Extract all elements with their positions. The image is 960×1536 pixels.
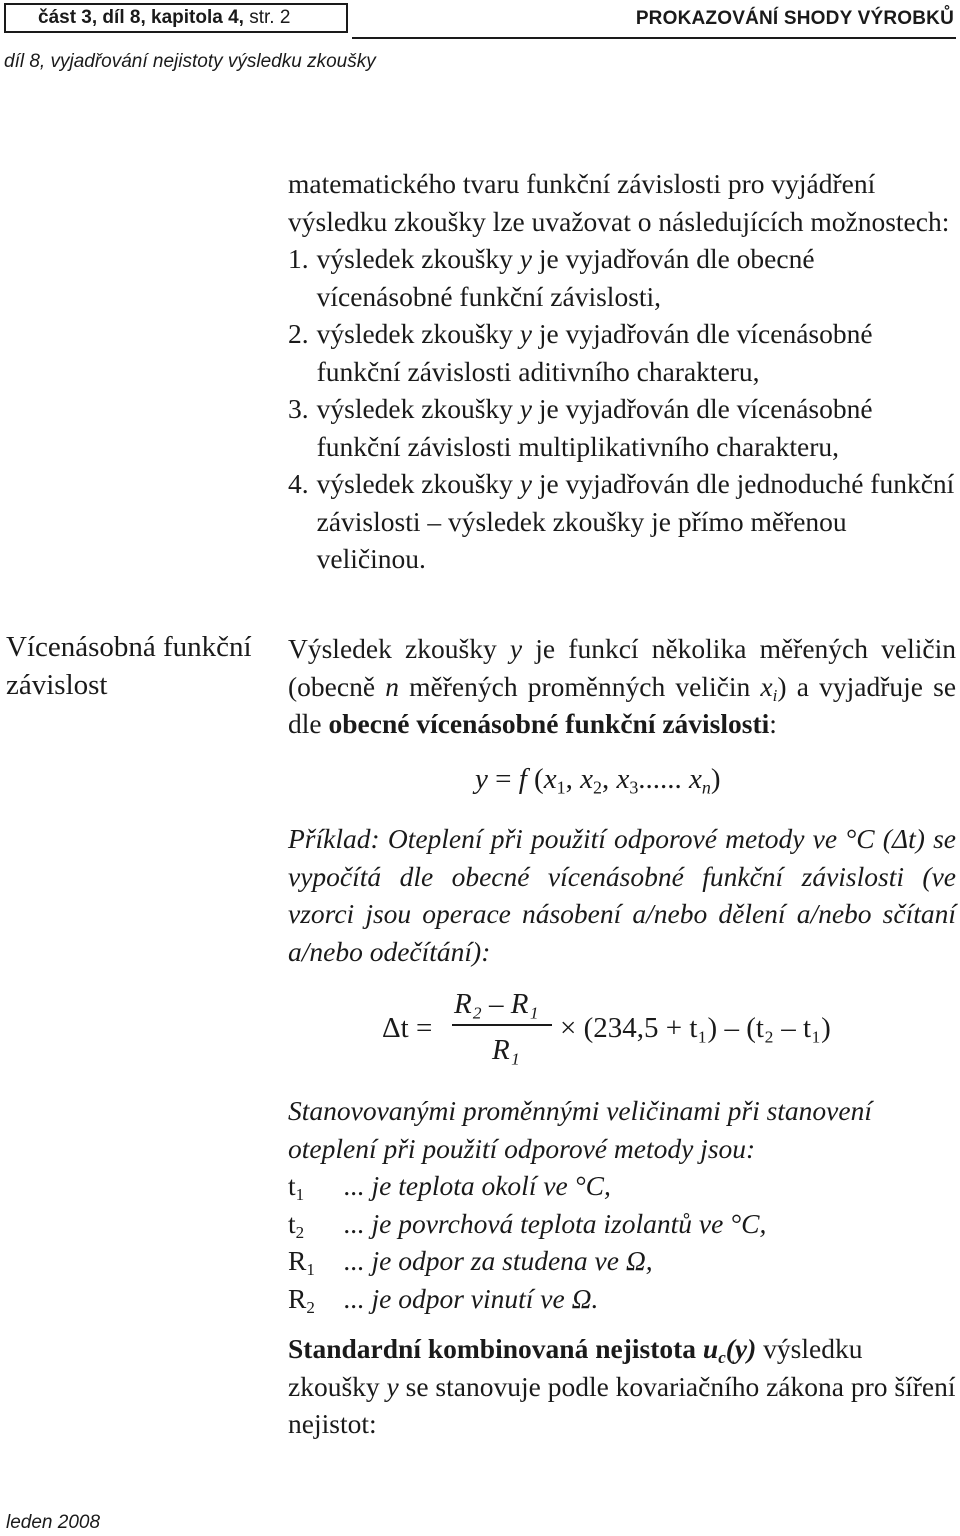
- para-text-5: :: [769, 708, 777, 739]
- definition-row: [288, 1167, 956, 1205]
- eq1-sub2: 2: [592, 777, 602, 798]
- para-text-4: ) a vyjadřuje se dle: [288, 670, 957, 739]
- definitions-block: [288, 1092, 956, 1317]
- list-item-number: 1.: [288, 243, 309, 274]
- eq2-denominator: R₁: [492, 1034, 520, 1066]
- definition-symbol-sub: 1: [295, 1185, 305, 1205]
- para-text-2: je funkcí několika měřených veličin (obecně: [288, 633, 956, 702]
- paragraph-function: [288, 630, 956, 743]
- definition-symbol-sub: 2: [295, 1222, 305, 1242]
- list-item-post: je vyjadřován dle vícenásobné funkční závislosti aditivního charakteru,: [316, 318, 873, 387]
- eq1-comma2: ,: [601, 763, 610, 795]
- list-item-text: [317, 465, 956, 578]
- para-var-x: x: [760, 670, 773, 702]
- para-text-3: měřených proměnných veličin: [409, 670, 751, 702]
- temperature-rise-equation: [382, 988, 942, 1068]
- general-function-equation: [475, 763, 721, 796]
- header-rule: [352, 37, 956, 39]
- eq1-dots: ......: [638, 763, 682, 795]
- intro-text: matematického tvaru funkční závislosti pro vyjádření výsledku zkoušky lze uvažovat o následujících možnostech:: [288, 168, 950, 237]
- eq1-equals: =: [495, 763, 512, 795]
- header-section-box: [4, 3, 348, 33]
- definition-symbol-letter: R: [288, 1282, 307, 1314]
- list-item-pre: výsledek zkoušky: [316, 243, 513, 274]
- options-list: [288, 240, 956, 578]
- definition-symbol: [288, 1167, 344, 1205]
- eq2-fraction-bar: [452, 1024, 552, 1026]
- intro-block: [288, 165, 956, 578]
- definition-row: [288, 1242, 956, 1280]
- list-item-post: je vyjadřován dle jednoduché funkční závislosti – výsledek zkoušky je přímo měřenou veličinou.: [316, 468, 955, 574]
- eq1-x1: x: [543, 763, 557, 795]
- definition-symbol-sub: 2: [306, 1297, 315, 1317]
- list-item-number: 4.: [288, 468, 309, 499]
- eq2-lhs: Δt =: [382, 1012, 433, 1044]
- eq1-close: ): [710, 763, 721, 795]
- std-bold: Standardní kombinovaná nejistota: [288, 1333, 697, 1364]
- eq1-xn: x: [689, 763, 702, 795]
- std-text-1: výsledku zkoušky: [288, 1333, 863, 1402]
- eq2-numerator: R₂ – R₁: [454, 988, 539, 1020]
- eq1-x3: x: [616, 763, 630, 795]
- definition-text: ... je povrchová teplota izolantů ve °C,: [344, 1207, 767, 1239]
- definitions-intro: Stanovovanými proměnnými veličinami při stanovení oteplení při použití odporové metody jsou:: [288, 1095, 872, 1164]
- list-item: [288, 315, 956, 390]
- std-u-sub: c: [718, 1348, 726, 1368]
- header-page-label: str. 2: [249, 7, 291, 28]
- list-item-text: [317, 390, 956, 465]
- header-title: PROKAZOVÁNÍ SHODY VÝROBKŮ: [635, 8, 954, 29]
- eq1-sub1: 1: [556, 777, 566, 798]
- definition-symbol-letter: R: [288, 1245, 307, 1276]
- std-var-y: y: [386, 1370, 399, 1402]
- list-item-post: je vyjadřován dle obecné vícenásobné funkční závislosti,: [316, 243, 815, 312]
- list-item-text: [317, 240, 956, 315]
- definition-text: ... je odpor za studena ve Ω,: [344, 1245, 653, 1276]
- definition-symbol-sub: 1: [306, 1260, 315, 1280]
- list-item-number: 2.: [288, 318, 309, 349]
- std-text-2: se stanovuje podle kovariačního zákona pro šíření nejistot:: [288, 1370, 956, 1439]
- eq1-x2: x: [580, 763, 593, 795]
- standard-uncertainty-paragraph: [288, 1330, 956, 1443]
- example-text: Příklad: Oteplení při použití odporové metody ve °C (Δt) se vypočítá dle obecné vícenásobné funkční závislosti (ve vzorci jsou operace násobení a/nebo dělení a/nebo sčítaní a/nebo odečítání):: [288, 823, 956, 967]
- para-var-x-sub: i: [772, 685, 778, 705]
- list-item-text: [317, 315, 956, 390]
- list-item: [288, 390, 956, 465]
- list-item-pre: výsledek zkoušky: [316, 318, 513, 349]
- definition-text: ... je odpor vinutí ve Ω.: [344, 1282, 599, 1314]
- eq1-sub3: 3: [629, 777, 639, 798]
- definition-text: ... je teplota okolí ve °C,: [344, 1170, 611, 1201]
- header-subtitle: díl 8, vyjadřování nejistoty výsledku zkoušky: [4, 51, 376, 72]
- list-item-var: y: [519, 393, 533, 424]
- para-var-y: y: [509, 633, 523, 664]
- definition-symbol: [288, 1280, 344, 1318]
- eq1-comma1: ,: [565, 763, 573, 795]
- list-item-post: je vyjadřován dle vícenásobné funkční závislosti multiplikativního charakteru,: [316, 393, 873, 462]
- eq1-open: (: [534, 763, 544, 795]
- definition-row: [288, 1205, 956, 1243]
- list-item-var: y: [519, 243, 533, 274]
- list-item-pre: výsledek zkoušky: [316, 393, 513, 424]
- eq2-rhs: × (234,5 + t₁) – (t₂ – t₁): [560, 1012, 831, 1044]
- para-var-n: n: [385, 670, 399, 702]
- eq1-f: f: [518, 763, 527, 795]
- definition-symbol: [288, 1205, 344, 1243]
- header-section-label: část 3, díl 8, kapitola 4,: [38, 7, 244, 28]
- list-item: [288, 465, 956, 578]
- eq1-y: y: [475, 763, 488, 795]
- definitions-list: [288, 1167, 956, 1317]
- definition-symbol-letter: t: [288, 1170, 296, 1201]
- list-item-number: 3.: [288, 393, 309, 424]
- side-label: Vícenásobná funkční závislost: [6, 631, 252, 701]
- definition-symbol-letter: t: [288, 1207, 296, 1239]
- list-item-var: y: [519, 318, 533, 349]
- list-item: [288, 240, 956, 315]
- footer-date: leden 2008: [6, 1512, 101, 1533]
- definition-row: [288, 1280, 956, 1318]
- std-u: u: [702, 1333, 719, 1364]
- para-text-1: Výsledek zkoušky: [288, 633, 497, 664]
- definition-symbol: [288, 1242, 344, 1280]
- list-item-var: y: [519, 468, 533, 499]
- eq1-subn: n: [701, 777, 711, 798]
- para-bold-term: obecné vícenásobné funkční závislosti: [328, 708, 770, 739]
- std-u-arg: (y): [725, 1333, 757, 1364]
- list-item-pre: výsledek zkoušky: [316, 468, 513, 499]
